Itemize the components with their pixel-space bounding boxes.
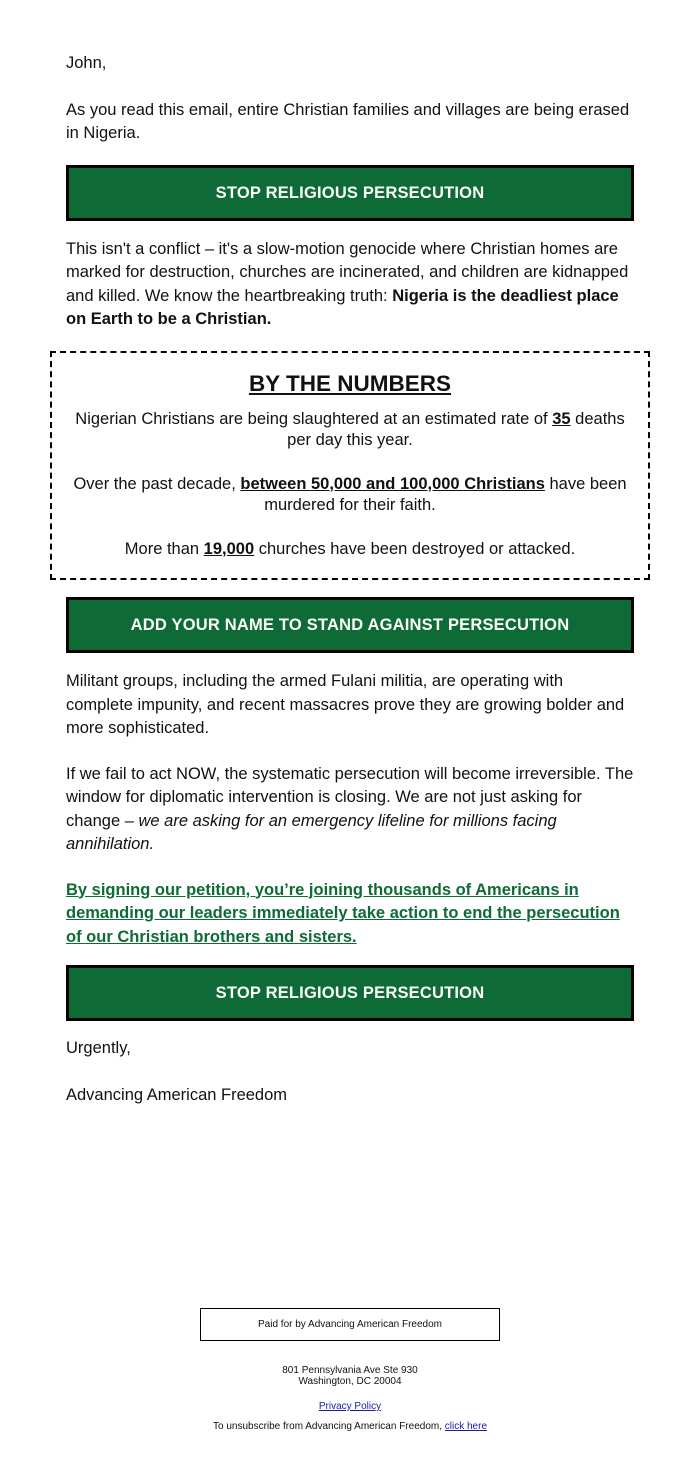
address-line-1: 801 Pennsylvania Ave Ste 930 xyxy=(282,1365,418,1376)
stat3-post: churches have been destroyed or attacked. xyxy=(254,539,576,558)
signoff: Urgently, xyxy=(66,1039,131,1057)
by-the-numbers-box xyxy=(50,351,650,581)
stat3-pre: More than xyxy=(124,539,204,558)
email-body xyxy=(66,52,634,1107)
unsubscribe-link[interactable]: click here xyxy=(444,1421,488,1432)
stat3-number: 19,000 xyxy=(203,539,255,558)
stat1-pre: Nigerian Christians are being slaughtered at an estimated rate of xyxy=(75,409,553,428)
stat1-number: 35 xyxy=(552,409,571,428)
privacy-policy-row xyxy=(0,1401,700,1412)
stat-deaths-per-day xyxy=(72,409,628,452)
add-your-name-button[interactable]: ADD YOUR NAME TO STAND AGAINST PERSECUTION xyxy=(66,597,634,653)
conflict-bold-text: Nigeria is the deadliest place on Earth to be a Christian. xyxy=(66,286,619,328)
militant-paragraph: Militant groups, including the armed Fulani militia, are operating with complete impunity, and recent massacres prove they are growing bolder and more sophisticated. xyxy=(66,672,625,737)
numbers-title: BY THE NUMBERS xyxy=(248,370,452,396)
address-line-2: Washington, DC 20004 xyxy=(298,1376,402,1387)
stat2-post: have been murdered for their faith. xyxy=(264,474,627,514)
privacy-policy-link[interactable]: Privacy Policy xyxy=(318,1401,382,1412)
conflict-text: This isn't a conflict – it's a slow-motion genocide where Christian homes are marked for destruction, churches are incinerated, and children are kidnapped and killed. We know the heartbreaking truth: xyxy=(66,239,629,305)
signature: Advancing American Freedom xyxy=(66,1085,288,1104)
intro-paragraph: As you read this email, entire Christian families and villages are being erased in Nigeria. xyxy=(66,100,630,142)
petition-link[interactable]: By signing our petition, you’re joining thousands of Americans in demanding our leaders immediately take action to end the persecution of our Christian brothers and sisters. xyxy=(66,880,620,946)
fail-text: If we fail to act NOW, the systematic persecution will become irreversible. The window for diplomatic intervention is closing. We are not just asking for change – xyxy=(66,764,634,830)
stat2-number: between 50,000 and 100,000 Christians xyxy=(240,474,545,493)
stat1-post: deaths per day this year. xyxy=(287,409,625,449)
stop-persecution-button-bottom[interactable]: STOP RELIGIOUS PERSECUTION xyxy=(66,965,634,1021)
stat2-pre: Over the past decade, xyxy=(73,474,241,493)
fail-paragraph xyxy=(66,763,634,857)
unsubscribe-text: To unsubscribe from Advancing American Freedom, xyxy=(212,1421,445,1432)
greeting: John, xyxy=(66,54,107,72)
stat-decade-murders xyxy=(72,474,628,517)
email-footer xyxy=(0,1308,700,1432)
fail-italic-text: we are asking for an emergency lifeline for millions facing annihilation. xyxy=(66,811,557,853)
unsubscribe-row xyxy=(0,1421,700,1432)
petition-paragraph xyxy=(66,879,634,950)
conflict-paragraph xyxy=(66,238,634,332)
stop-persecution-button-top[interactable]: STOP RELIGIOUS PERSECUTION xyxy=(66,165,634,221)
paid-for-box: Paid for by Advancing American Freedom xyxy=(200,1308,500,1341)
stat-churches-destroyed xyxy=(72,539,628,561)
address xyxy=(0,1365,700,1387)
